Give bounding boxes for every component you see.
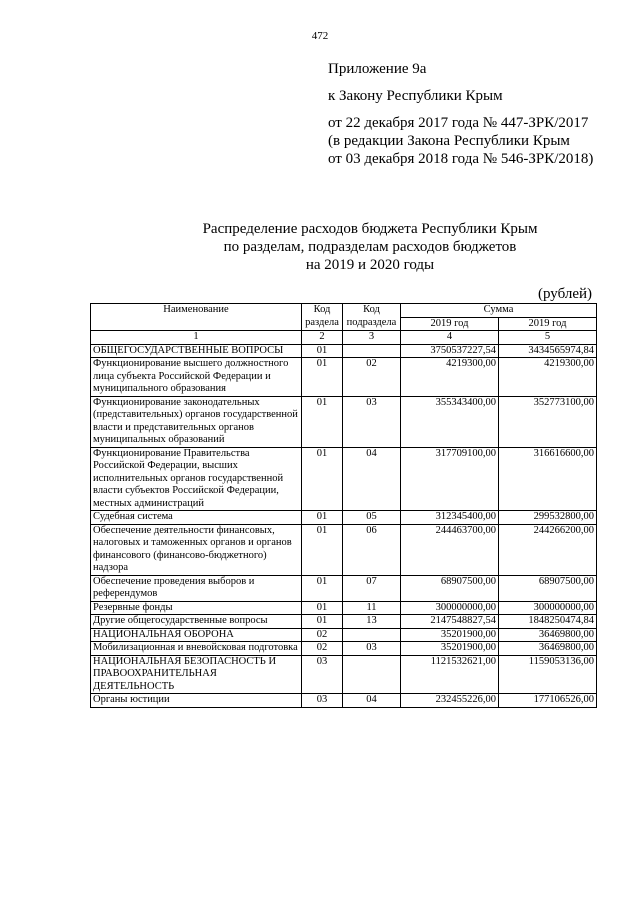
row-section-code: 01 [302, 615, 343, 629]
row-subsection-code: 13 [343, 615, 401, 629]
budget-table [90, 303, 597, 708]
row-section-code: 02 [302, 642, 343, 656]
table-row [91, 575, 597, 601]
row-section-code: 01 [302, 344, 343, 358]
row-amount-2020: 352773100,00 [499, 396, 597, 447]
row-amount-2019: 232455226,00 [401, 694, 499, 708]
table-row [91, 628, 597, 642]
row-section-code: 02 [302, 628, 343, 642]
header-code-subsection: Код подраздела [343, 304, 401, 331]
row-name: Функционирование высшего должностного лица субъекта Российской Федерации и муниципального образования [91, 358, 302, 397]
header-code-section: Код раздела [302, 304, 343, 331]
row-name: Резервные фонды [91, 601, 302, 615]
row-section-code: 01 [302, 601, 343, 615]
header-name: Наименование [91, 304, 302, 331]
table-row [91, 511, 597, 525]
row-amount-2019: 68907500,00 [401, 575, 499, 601]
row-subsection-code [343, 655, 401, 694]
row-section-code: 03 [302, 694, 343, 708]
appendix-revision: (в редакции Закона Республики Крым [328, 133, 570, 149]
title-line-3: на 2019 и 2020 годы [305, 257, 435, 273]
row-amount-2019: 4219300,00 [401, 358, 499, 397]
row-subsection-code: 04 [343, 694, 401, 708]
row-name: Обеспечение проведения выборов и референдумов [91, 575, 302, 601]
unit-label: (рублей) [538, 286, 593, 302]
row-name: Другие общегосударственные вопросы [91, 615, 302, 629]
row-subsection-code [343, 628, 401, 642]
row-amount-2020: 4219300,00 [499, 358, 597, 397]
row-name: НАЦИОНАЛЬНАЯ БЕЗОПАСНОСТЬ И ПРАВООХРАНИТЕЛЬНАЯ ДЕЯТЕЛЬНОСТЬ [91, 655, 302, 694]
row-section-code: 01 [302, 447, 343, 511]
row-subsection-code: 04 [343, 447, 401, 511]
table-row [91, 344, 597, 358]
table-row [91, 655, 597, 694]
row-subsection-code: 05 [343, 511, 401, 525]
table-body [91, 344, 597, 707]
row-amount-2020: 1848250474,84 [499, 615, 597, 629]
title-line-1: Распределение расходов бюджета Республики Крым [202, 221, 538, 237]
row-amount-2020: 36469800,00 [499, 628, 597, 642]
row-amount-2019: 312345400,00 [401, 511, 499, 525]
header-sum: Сумма [401, 304, 597, 318]
row-amount-2020: 1159053136,00 [499, 655, 597, 694]
row-amount-2020: 36469800,00 [499, 642, 597, 656]
title-line-2: по разделам, подразделам расходов бюджетов [223, 239, 517, 255]
row-section-code: 01 [302, 511, 343, 525]
row-name: Мобилизационная и вневойсковая подготовка [91, 642, 302, 656]
row-name: НАЦИОНАЛЬНАЯ ОБОРОНА [91, 628, 302, 642]
row-subsection-code [343, 344, 401, 358]
table-row [91, 694, 597, 708]
column-index: 4 [401, 331, 499, 345]
appendix-block [328, 60, 593, 168]
row-section-code: 03 [302, 655, 343, 694]
appendix-title: Приложение 9а [328, 61, 427, 77]
table-row [91, 358, 597, 397]
table-row [91, 447, 597, 511]
row-name: Судебная система [91, 511, 302, 525]
document-title [0, 220, 640, 274]
table-row [91, 524, 597, 575]
column-index: 2 [302, 331, 343, 345]
row-amount-2019: 300000000,00 [401, 601, 499, 615]
appendix-date: от 22 декабря 2017 года № 447-ЗРК/2017 [328, 115, 589, 131]
page-number: 472 [311, 30, 329, 42]
row-section-code: 01 [302, 575, 343, 601]
row-amount-2019: 355343400,00 [401, 396, 499, 447]
row-section-code: 01 [302, 358, 343, 397]
row-amount-2019: 35201900,00 [401, 628, 499, 642]
appendix-law: к Закону Республики Крым [328, 88, 503, 104]
row-amount-2020: 3434565974,84 [499, 344, 597, 358]
row-name: Функционирование Правительства Российской Федерации, высших исполнительных органов государственной власти субъектов Российской Федерации, местных администраций [91, 447, 302, 511]
row-subsection-code: 11 [343, 601, 401, 615]
appendix-revision-date: от 03 декабря 2018 года № 546-ЗРК/2018) [328, 151, 594, 167]
row-amount-2020: 300000000,00 [499, 601, 597, 615]
row-subsection-code: 03 [343, 642, 401, 656]
row-name: Функционирование законодательных (представительных) органов государственной власти и представительных органов муниципальных образований [91, 396, 302, 447]
row-amount-2020: 299532800,00 [499, 511, 597, 525]
row-name: Органы юстиции [91, 694, 302, 708]
column-index: 1 [91, 331, 302, 345]
row-amount-2019: 1121532621,00 [401, 655, 499, 694]
row-amount-2019: 317709100,00 [401, 447, 499, 511]
row-name: ОБЩЕГОСУДАРСТВЕННЫЕ ВОПРОСЫ [91, 344, 302, 358]
table-row [91, 642, 597, 656]
row-amount-2020: 177106526,00 [499, 694, 597, 708]
row-section-code: 01 [302, 524, 343, 575]
row-name: Обеспечение деятельности финансовых, налоговых и таможенных органов и органов финансового (финансово-бюджетного) надзора [91, 524, 302, 575]
row-amount-2019: 35201900,00 [401, 642, 499, 656]
row-amount-2019: 3750537227,54 [401, 344, 499, 358]
row-section-code: 01 [302, 396, 343, 447]
row-subsection-code: 03 [343, 396, 401, 447]
header-year-2: 2019 год [499, 317, 597, 331]
row-amount-2020: 68907500,00 [499, 575, 597, 601]
table-row [91, 615, 597, 629]
column-index-row [91, 331, 597, 345]
row-subsection-code: 06 [343, 524, 401, 575]
table-row [91, 601, 597, 615]
column-index: 3 [343, 331, 401, 345]
header-year-1: 2019 год [401, 317, 499, 331]
row-subsection-code: 02 [343, 358, 401, 397]
row-amount-2020: 316616600,00 [499, 447, 597, 511]
row-subsection-code: 07 [343, 575, 401, 601]
row-amount-2019: 244463700,00 [401, 524, 499, 575]
row-amount-2019: 2147548827,54 [401, 615, 499, 629]
row-amount-2020: 244266200,00 [499, 524, 597, 575]
column-index: 5 [499, 331, 597, 345]
table-row [91, 396, 597, 447]
